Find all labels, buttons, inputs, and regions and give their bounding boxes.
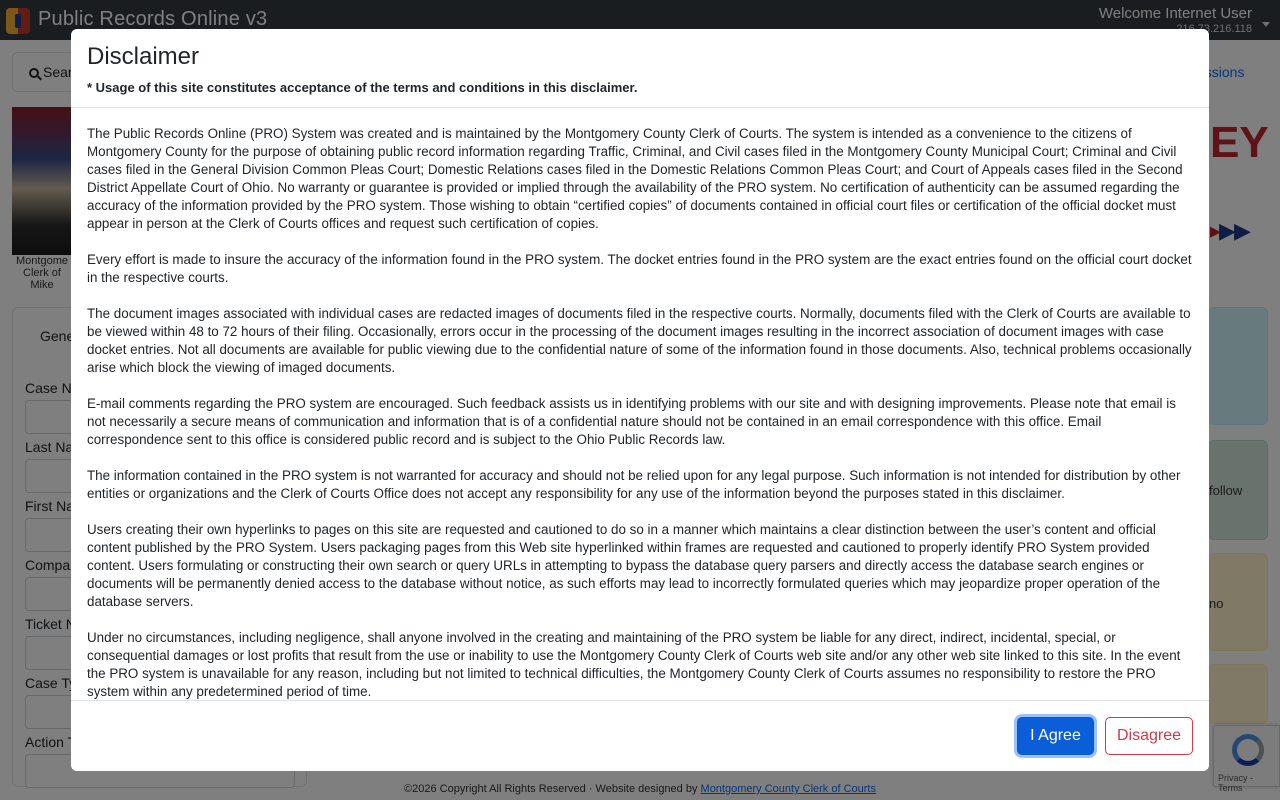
disclaimer-paragraph: The document images associated with individual cases are redacted images of documents filed in the respective courts. Normally, documents filed with the Clerk of Courts are available to be viewed within 48 to 72 hours of their filing. Occasionally, errors occur in the processing of the document images resulting in the incorrect association of document images with case docket entries. Not all documents are available for public viewing due to the confidential nature of some of the information found in those documents. Also, technical problems occasionally arise which block the viewing of imaged documents. xyxy=(87,306,1192,375)
modal-body[interactable] xyxy=(71,108,1209,700)
disclaimer-paragraph: E-mail comments regarding the PRO system are encouraged. Such feedback assists us in identifying problems with our site and with designing improvements. Please note that email is not necessarily a secure means of communication and information that is of a confidential nature should not be contained in an email correspondence with this office. Email correspondence sent to this office is considered public record and is subject to the Ohio Public Records law. xyxy=(87,396,1176,447)
modal-header xyxy=(71,29,1209,108)
disclaimer-modal xyxy=(71,29,1209,771)
modal-footer xyxy=(71,700,1209,771)
modal-title: Disclaimer xyxy=(87,43,200,70)
disclaimer-paragraph: Users creating their own hyperlinks to pages on this site are requested and cautioned to do so in a manner which maintains a clear distinction between the user’s content and official content published by the PRO System. Users packaging pages from this Web site hyperlinked within frames are requested and cautioned to properly identify PRO System provided content. Users formulating or constructing their own search or query URLs in attempting to bypass the database query parsers and directly access the database search engines or documents will be permanently denied access to the database without notice, as such efforts may lead to incorrectly formulated queries which may jeopardize proper operation of the database servers. xyxy=(87,522,1161,609)
disclaimer-paragraph: The information contained in the PRO system is not warranted for accuracy and should not be relied upon for any legal purpose. Such information is not intended for distribution by other entities or organizations and the Clerk of Courts Office does not accept any responsibility for any use of the information beyond the purposes stated in this disclaimer. xyxy=(87,468,1181,501)
agree-button[interactable]: I Agree xyxy=(1017,717,1094,755)
disclaimer-paragraph: Under no circumstances, including negligence, shall anyone involved in the creating and maintaining of the PRO system be liable for any direct, indirect, incidental, special, or consequential damages or lost profits that result from the use or inability to use the Montgomery County Clerk of Courts web site and/or any other web site linked to this site. In the event the PRO system is unavailable for any reason, including but not limited to technical difficulties, the Montgomery County Clerk of Courts assumes no responsibility to restore the PRO system within any predetermined period of time. xyxy=(87,630,1181,699)
disclaimer-paragraph: Every effort is made to insure the accuracy of the information found in the PRO system. The docket entries found in the PRO system are the exact entries found on the official court docket in the respective courts. xyxy=(87,252,1192,285)
disagree-button[interactable]: Disagree xyxy=(1105,717,1193,755)
disclaimer-paragraph: The Public Records Online (PRO) System was created and is maintained by the Montgomery County Clerk of Courts. The system is intended as a convenience to the citizens of Montgomery County for the purpose of obtaining public record information regarding Traffic, Criminal, and Civil cases filed in the Montgomery County Municipal Court; Criminal and Civil cases filed in the General Division Common Pleas Court; Domestic Relations cases filed in the Domestic Relations Common Pleas Court; and Court of Appeals cases filed in the Second District Appellate Court of Ohio. No warranty or guarantee is provided or implied through the availability of the PRO system. No certification of authenticity can be assumed regarding the accuracy of the information provided by the PRO system. Those wishing to obtain “certified copies” of documents contained in official court files or certification of the official docket must appear in person at the Clerk of Courts offices and request such certification of copies. xyxy=(87,126,1183,231)
modal-subtitle: * Usage of this site constitutes acceptance of the terms and conditions in this disclaimer. xyxy=(87,80,638,95)
